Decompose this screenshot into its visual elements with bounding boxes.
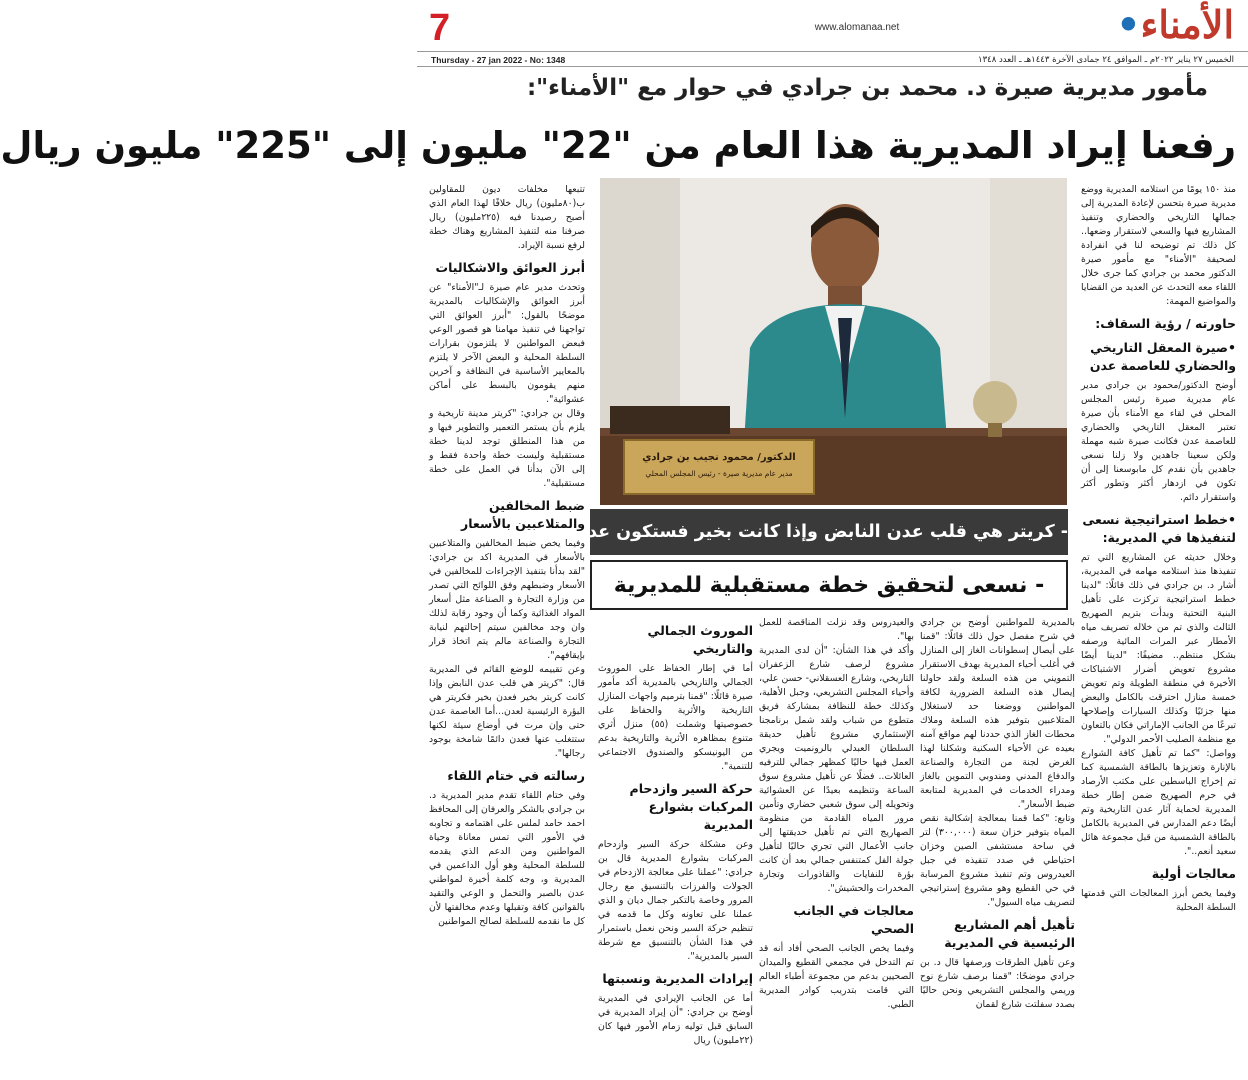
column-4 [598, 616, 753, 1078]
body-paragraph: وفيما يخص أبرز المعالجات التي قدمتها السلطة المحلية [1081, 888, 1236, 913]
column-2 [920, 616, 1075, 1078]
subhead: الموروث الجمالي والتاريخي [647, 623, 753, 656]
column-1 [1081, 183, 1236, 1078]
logo-dot-icon: • [1116, 2, 1141, 47]
body-paragraph: وفيما يخص ضبط المخالفين والمتلاعبين بالأسعار في المديرية اكد بن جرادي: "لقد بدأنا بتنفيذ الإجراءات للمخالفين في الأسعار وضبطهم وفق اللوائح التي تصدر من وزارة التجارة و الصناعة مثل أسعار المواد الغذائية وكما أن وجود رقابة لذلك وان وجد مخالفين سيتم إحالتهم لنيابة التجارة والصناعة مالم يتم اتخاذ قرار بإيقافهم". [429, 538, 585, 661]
masthead [417, 0, 1248, 52]
date-english: Thursday - 27 jan 2022 - No: 1348 [431, 55, 566, 65]
body-paragraph: بالمديرية للمواطنين أوضح بن جرادي في شرح مفصل حول ذلك قائلًا: "قمنا على أيصال إسطوانات الغاز إلى المنازل في أغلب أحياء المديرية بهدف الاستقرار التمويني من هذه السلعة ولقد حاولنا إيصال هذه السلعة الضرورية لكافة المواطنين ووضعنا حد لاستغلال المتلاعبين بتوفير هذه السلعة وملاك محطات الغاز الذي حددنا لهم مواقع آمنه بعيده عن الأحياء السكنية وشكلنا لهذا الغرض لجنة من التجارة والصناعة والدفاع المدني ومندوبي التموين بالغاز ومدراء الخدمات في المديرية لمتابعة ضبط الأسعار". [920, 617, 1075, 810]
subhead: ضبط المخالفين والمتلاعبين بالأسعار [461, 498, 585, 531]
pull-quote-1: - كريتر هي قلب عدن النابض وإذا كانت بخير فستكون عدن بخير [590, 509, 1068, 555]
name-plate [626, 444, 812, 492]
logo-text: الأمناء [1140, 2, 1234, 47]
body-paragraph: وفي ختام اللقاء تقدم مدير المديرية د. بن جرادي بالشكر والعرفان إلى المحافظ احمد حامد لملس على اهتمامه و تجاوبه في الأمور التي تمس معاناة وحياة المواطنين ومن الدعم الذي يقدمه للسلطة المحلية وهو أول الداعمين في المديرية و، وجه كلمة أخيرة لمواطني عدن بالصبر والتحمل و الوعي والتقيد بالقوانين كافة وتقبلها وعدم مخالفتها لأن كل ما نقدمه للسلطة لصالح المواطنين [429, 790, 585, 927]
subhead: إيرادات المديرية ونسبتها [602, 971, 753, 986]
article-headline: رفعنا إيراد المديرية هذا العام من "22" مليون إلى "225" مليون ريال [0, 124, 1236, 167]
dateline [417, 51, 1248, 67]
body-paragraph: وعن تأهيل الطرقات ورصفها قال د. بن جرادي موضحًا: "قمنا برصف شارع نوح وريمي والمجلس التشريعي ونحن حاليًا بصدد سفلتت شارع لقمان [920, 957, 1075, 1010]
body-paragraph: تتبعها مخلفات ديون للمقاولين ب(٨٠مليون) ريال خلافًا لهذا العام الذي أصبح رصيدنا فيه (٢٢٥مليون) ريال صرفنا منه لتنفيذ المشاريع وهناك خطة لرفع نسبة الإيراد. [429, 184, 585, 251]
subhead: معالجات في الجانب الصحي [793, 903, 914, 936]
interview-photo [600, 178, 1067, 505]
column-5 [429, 183, 585, 1078]
pull-quote-2: - نسعى لتحقيق خطة مستقبلية للمديرية [590, 560, 1068, 610]
newspaper-logo [1116, 4, 1234, 46]
subhead: •خطط استراتيجية نسعى لتنفيذها في المديرية: [1082, 512, 1236, 545]
subhead: حركة السير وازدحام المركبات بشوارع المديرية [629, 781, 753, 832]
name-plate-role: مدير عام مديرية صيرة - رئيس المجلس المحلي [645, 469, 793, 478]
column-3 [759, 616, 914, 1078]
body-paragraph: أما في إطار الحفاظ على الموروث الجمالي والتاريخي بالمديرية أكد مأمور صيرة قائلًا: "قمنا بترميم واجهات المنازل التاريخية والأثرية والحفاظ على خصوصيتها وشملت (٥٥) منزل أثري متنوع بمظاهره الأثرية والتاريخية بدعم من اليونيسكو والصندوق الاجتماعي للتنمية". [598, 663, 753, 772]
date-arabic: الخميس ٢٧ يناير ٢٠٢٢م ـ الموافق ٢٤ جمادى الآخرة ١٤٤٣هـ ـ العدد ١٣٤٨ [978, 55, 1234, 65]
body-paragraph: وعن مشكلة حركة السير وازدحام المركبات بشوارع المديرية قال بن جرادي: "عملنا على معالجة الازدحام في الجولات والفرزات بالتنسيق مع رجال المرور وخاصة بالتكبر جمال ديان و الذي عملنا على تعاونه وكل ما قدمه في تنظيم حركة السير ونحن نعمل باستمرار في هذا الشأن بالتنسيق مع شرطة السير بالمديرية". [598, 839, 753, 962]
body-paragraph: أوضح الدكتور/محمود بن جرادي مدير عام مديرية صيرة رئيس المجلس المحلي في لقاء مع الأمناء بأن صيرة تعتبر المعقل التاريخي والحضاري للعاصمة عدن فكانت صيرة شبه مهملة ولكن سعينا جاهدين ولا زلنا نسعى جاهدين بأن نقدم كل مابوسعنا إلى أن تكون في ازدهار أكثر وتطور أكثر واستقرار دائم. [1081, 380, 1236, 503]
body-paragraph: وخلال حديثه عن المشاريع التي تم تنفيذها منذ استلامه مهامه في المديرية، أشار د. بن جرادي في ذلك قائلًا: "لدينا خطط استراتيجية تركزت على تأهيل البنية التحتية وبدأت بتريم الصهريج الثالث والذي تم من خلاله تصريف مياه الأمطار عبر المرات المائية ورصفه بشكل منتظم.. مضيفًا: "لدينا أيضًا مشروع تعويض أضرار الاشتباكات الأخيرة في منطقة الطويلة وتم تعويض خمسة منازل احترقت بالكامل والبعض منها جزئيًا وكذلك السيارات وإصلاحها تبرعًا من الجانب الإماراتي فكان بالتعاون مع منظمة الصليب الأحمر الدولي". [1081, 552, 1236, 745]
subhead: تأهيل أهم المشاريع الرئيسية في المديرية [944, 917, 1075, 950]
intro-paragraph: منذ ١٥٠ يومًا من استلامه المديرية ووضع مديرية صيرة بتحسن لإعادة المديرية إلى جمالها التاريخي والحضاري وتنفيذ المشاريع فيها والسعي لاستقرار وضعها.. كل ذلك تم توضيحه لنا في انفرادة لصحيفة "الأمناء" مع مأمور صيرة الدكتور محمد بن جرادي كما جرى خلال اللقاء معه التحدث عن العديد من القضايا والمواضيع المهمة: [1081, 184, 1237, 307]
site-url[interactable]: www.alomanaa.net [814, 22, 900, 33]
body-paragraph: والعيدروس وقد نزلت المناقصة للعمل بها". [759, 617, 914, 642]
body-paragraph: وتابع: "كما قمنا بمعالجة إشكالية نقص المياه بتوفير خزان سعة (٣٠٠,٠٠٠) لتر في ساحة مستشفى الصين وخزان احتياطي في صدد تنفيذه في جبل العيدروس وتم تنفيذ مشروع المرسابة في حي القطيع وهو مشروع إستراتيجي لتصريف مياه السيول". [920, 813, 1075, 908]
page-number: 7 [429, 7, 451, 49]
body-paragraph: أما عن الجانب الإيرادي في المديرية أوضح بن جرادي: "أن إيراد المديرية في السابق قبل توليه زمام الأمور فيها كان (٢٢مليون) ريال [598, 993, 753, 1046]
article-kicker: مأمور مديرية صيرة د. محمد بن جرادي في حوار مع "الأمناء": [526, 75, 1208, 101]
byline: حاورته / رؤية السقاف: [1095, 316, 1236, 331]
subhead: أبرز العوائق والاشكاليات [435, 260, 585, 275]
body-paragraph: وعن تقييمه للوضع القائم في المديرية قال: "كريتر هي قلب عدن النابض وإذا كانت كريتر بخير فعدن بخير فكريتر هي البؤرة الرئيسية لعدن...أما العاصمة عدن حتى وإن مرت في أوضاع سيئة لكنها ستتغلب عنها فعدن دائمًا شامخة بوجود رجالها". [429, 664, 585, 759]
subhead: •صيرة المعقل التاريخي والحضاري للعاصمة عدن [1089, 340, 1236, 373]
name-plate-title: الدكتور/ محمود نجيب بن جرادي [642, 452, 796, 463]
subhead: رسالته في ختام اللقاء [447, 768, 585, 783]
body-paragraph: وواصل: "كما تم تأهيل كافة الشوارع بالإنارة وتعزيزها بالطاقة الشمسية كما تم إخراج الباسطين على مكتب الأرصاد في حرم الصهريج ضمن إطار خطة المديرية لحماية آثار عدن التاريخية وتم أيضًا دعم المدارس في المديرية بالكامل بالطاقة الشمسية من قبل مجموعة هائل سعيد أنعم..". [1081, 748, 1236, 857]
body-paragraph: وقال بن جرادي: "كريتر مدينة تاريخية و يلزم بأن يستمر التعمير والتطوير فيها و من هذا المنطلق توجد لدينا خطة مستقبلية وليست خطة واحدة فقط و إلى الآن بدأنا في العمل على خطة مستقبلية". [429, 408, 585, 489]
body-paragraph: وأكد في هذا الشأن: "أن لدى المديرية مشروع لرصف شارع الزعفران التاريخي، وشارع العسقلاني- حسن علي، وأحياء المجلس التشريعي، وجبل الأهلية، وكذلك خطة للنظافة بمشاركة فريق متطوع من شباب ولقد شمل برنامجنا الإستثماري مشروع تأهيل حديقة السلطان العبدلي بالرونميت ويجري العمل فيها حاليًا كمظهر جمالي للترفيه العائلات.. فضلًا عن تأهيل مشروع سوق الساعة وتنظيمه بعيدًا عن العشوائية وتحويله إلى سوق شعبي حضاري وتأمين مرور المياه القادمة من منظومة الصهاريج التي تم تأهيل حديقتها إلى جانب الأعمال التي تجري حاليًا لتأهيل جولة الفل كمتنفس جمالي بعد أن كانت بؤرة للنفايات والقاذورات وتجارة المخدرات والحشيش". [759, 645, 914, 894]
body-paragraph: وفيما يخص الجانب الصحي أفاد أنه قد تم التدخل في مجمعي القطيع والميدان الصحيين بدعم من مجموعة أطباء العالم التي قامت بتدريب كوادر المديرية الطبي. [759, 943, 914, 1010]
body-paragraph: وتحدث مدير عام صيرة لـ"الأمناء" عن أبرز العوائق والإشكاليات بالمديرية موضحًا بالقول: "أبرز العوائق التي تواجهنا في تنفيذ مهامنا هو قصور الوعي فبعض المواطنين لا يلتزمون بقرارات السلطة المحلية و البعض الآخر لا يلتزم بالمعايير الأساسية في النظافة و آخرين منهم يقومون بالبسط على أماكن عشوائية". [429, 282, 585, 405]
subhead: معالجات أولية [1151, 866, 1236, 881]
